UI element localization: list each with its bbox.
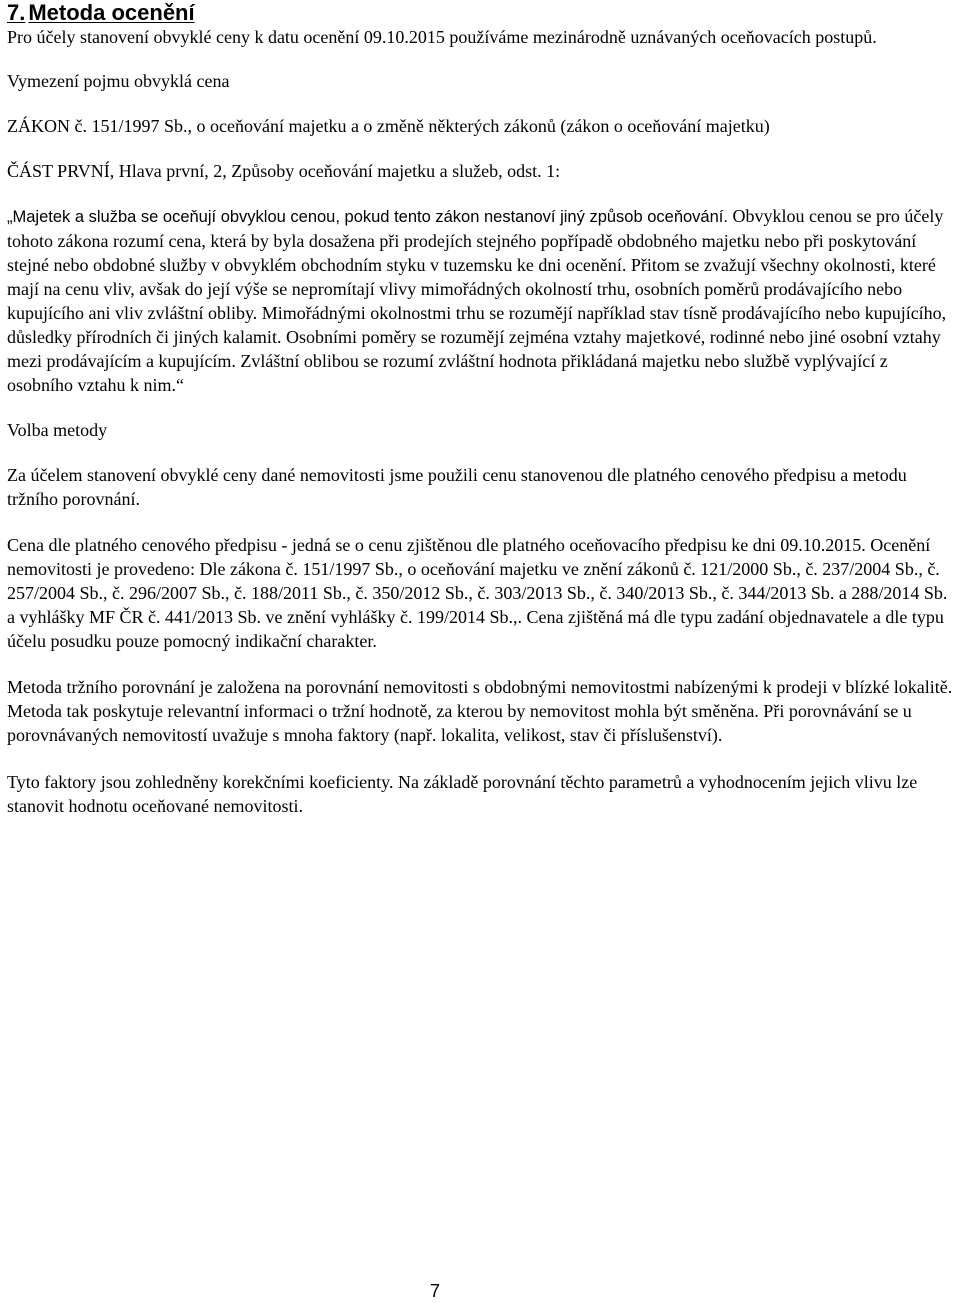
law-quote-paragraph	[7, 204, 957, 397]
section-heading	[7, 0, 957, 25]
regulated-price-paragraph: Cena dle platného cenového předpisu - jedná se o cenu zjištěnou dle platného oceňovacího předpisu ke dni 09.10.2015. Ocenění nemovitosti je provedeno: Dle zákona č. 151/1997 Sb., o oceňování majetku ve znění zákonů č. 121/2000 Sb., č. 237/2004 Sb., č. 257/2004 Sb., č. 296/2007 Sb., č. 188/2011 Sb., č. 350/2012 Sb., č. 303/2013 Sb., č. 340/2013 Sb., č. 344/2013 Sb. a 288/2014 Sb. a vyhlášky MF ČR č. 441/2013 Sb. ve znění vyhlášky č. 199/2014 Sb.,. Cena zjištěná má dle typu zadání objednavatele a dle typu účelu posudku pouze pomocný indikační charakter.	[7, 535, 948, 651]
law-section-reference: ČÁST PRVNÍ, Hlava první, 2, Způsoby oceňování majetku a služeb, odst. 1:	[7, 161, 561, 181]
law-reference: ZÁKON č. 151/1997 Sb., o oceňování majetku a o změně některých zákonů (zákon o oceňování majetku)	[7, 116, 770, 136]
section-number: 7.	[7, 0, 26, 25]
definition-heading: Vymezení pojmu obvyklá cena	[7, 71, 230, 91]
law-quote-lead: „Majetek a služba se oceňují obvyklou cenou, pokud tento zákon nestanoví jiný způsob oceňování.	[7, 208, 728, 226]
page-number: 7	[429, 1281, 440, 1301]
method-choice-heading: Volba metody	[7, 420, 108, 440]
law-quote-body: Obvyklou cenou se pro účely tohoto zákona rozumí cena, která by byla dosažena při prodejích stejného popřípadě obdobného majetku nebo při poskytování stejné nebo obdobné služby v obvyklém obchodním styku v tuzemsku ke dni ocenění. Přitom se zvažují všechny okolnosti, které mají na cenu vliv, avšak do její výše se nepromítají vlivy mimořádných okolností trhu, osobních poměrů prodávajícího nebo kupujícího ani vliv zvláštní obliby. Mimořádnými okolnostmi trhu se rozumějí například stav tísně prodávajícího nebo kupujícího, důsledky přírodních či jiných kalamit. Osobními poměry se rozumějí zejména vztahy majetkové, rodinné nebo jiné osobní vztahy mezi prodávajícím a kupujícím. Zvláštní oblibou se rozumí zvláštní hodnota přikládaná majetku nebo službě vyplývající z osobního vztahu k nim.“	[7, 206, 947, 395]
section-title: Metoda ocenění	[28, 0, 195, 25]
intro-paragraph: Pro účely stanovení obvyklé ceny k datu ocenění 09.10.2015 používáme mezinárodně uznávaných oceňovacích postupů.	[7, 27, 877, 47]
market-comparison-paragraph: Metoda tržního porovnání je založena na porovnání nemovitosti s obdobnými nemovitostmi nabízenými k prodeji v blízké lokalitě. Metoda tak poskytuje relevantní informaci o tržní hodnotě, za kterou by nemovitost mohla být směněna. Při porovnávání se u porovnávaných nemovitostí uvažuje s mnoha faktory (např. lokalita, velikost, stav či příslušenství).	[7, 677, 953, 745]
document-page	[7, 0, 957, 818]
factors-paragraph: Tyto faktory jsou zohledněny korekčními koeficienty. Na základě porovnání těchto parametrů a vyhodnocením jejich vlivu lze stanovit hodnotu oceňované nemovitosti.	[7, 772, 918, 816]
purpose-paragraph: Za účelem stanovení obvyklé ceny dané nemovitosti jsme použili cenu stanovenou dle platného cenového předpisu a metodu tržního porovnání.	[7, 465, 907, 509]
